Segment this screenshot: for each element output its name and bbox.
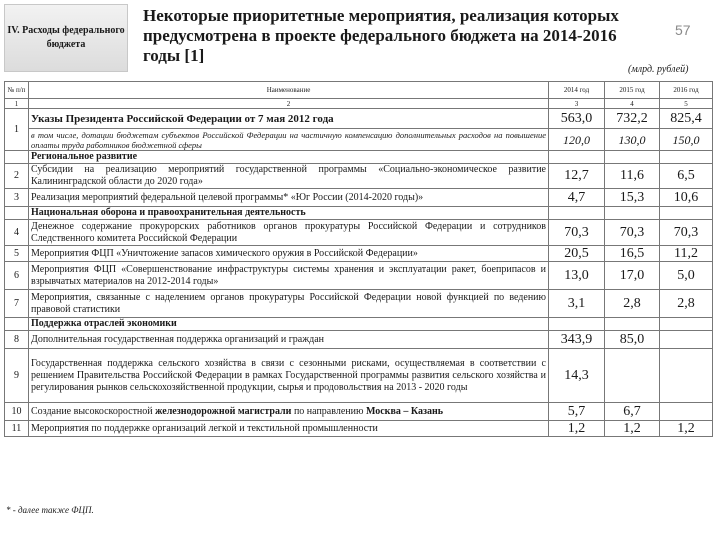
cell-2014 [549, 318, 605, 331]
row-num: 4 [5, 220, 29, 246]
cell-2016 [660, 403, 713, 421]
section-title: Национальная оборона и правоохранительная деятельность [29, 207, 549, 220]
cell-2015: 2,8 [605, 290, 660, 318]
section-label: IV. Расходы федерального бюджета [7, 25, 125, 50]
table-row [5, 290, 713, 318]
row-name: Реализация мероприятий федеральной целевой программы* «Юг России (2014-2020 годы)» [29, 189, 549, 207]
row-name: Мероприятия ФЦП «Уничтожение запасов химического оружия в Российской Федерации» [29, 246, 549, 262]
cell-2015: 16,5 [605, 246, 660, 262]
index-3: 3 [549, 99, 605, 109]
row-num [5, 207, 29, 220]
slide-title: Некоторые приоритетные мероприятия, реализация которых предусмотрена в проекте федерального бюджета на 2014-2016 годы [1] [143, 6, 619, 65]
footnote: * - далее также ФЦП. [6, 505, 94, 515]
cell-2015: 1,2 [605, 421, 660, 437]
cell-2015: 6,7 [605, 403, 660, 421]
cell-2015: 15,3 [605, 189, 660, 207]
header-2015: 2015 год [605, 82, 660, 99]
row-name: Субсидии на реализацию мероприятий государственной программы «Социально-экономическое развитие Калининградской области до 2020 года» [29, 164, 549, 189]
cell-2014: 1,2 [549, 421, 605, 437]
table-row [5, 220, 713, 246]
section-row [5, 151, 713, 164]
cell-2016: 6,5 [660, 164, 713, 189]
unit-label: (млрд. рублей) [628, 64, 689, 75]
row-num: 11 [5, 421, 29, 437]
cell-2014: 120,0 [549, 129, 605, 151]
cell-2014 [549, 151, 605, 164]
cell-2014: 14,3 [549, 349, 605, 403]
cell-2015: 732,2 [605, 109, 660, 129]
row-num: 7 [5, 290, 29, 318]
header-2016: 2016 год [660, 82, 713, 99]
row-name: Мероприятия по поддержке организаций легкой и текстильной промышленности [29, 421, 549, 437]
section-title: Региональное развитие [29, 151, 549, 164]
cell-2014: 12,7 [549, 164, 605, 189]
row-num: 8 [5, 331, 29, 349]
name-part: Создание высокоскоростной [31, 405, 156, 417]
cell-2016: 10,6 [660, 189, 713, 207]
row-num: 9 [5, 349, 29, 403]
row-num: 3 [5, 189, 29, 207]
row-num: 6 [5, 262, 29, 290]
cell-2016: 5,0 [660, 262, 713, 290]
cell-2014: 70,3 [549, 220, 605, 246]
index-1: 1 [5, 99, 29, 109]
cell-2016 [660, 331, 713, 349]
cell-2016 [660, 349, 713, 403]
table-row [5, 129, 713, 151]
index-5: 5 [660, 99, 713, 109]
index-2: 2 [29, 99, 549, 109]
row-name: Денежное содержание прокурорских работников органов прокуратуры Российской Федерации и сотрудников Следственного комитета Российской Федерации [29, 220, 549, 246]
row-num: 2 [5, 164, 29, 189]
table-index-row [5, 99, 713, 109]
section-row [5, 207, 713, 220]
page-number: 57 [675, 22, 691, 38]
row-name: Дополнительная государственная поддержка организаций и граждан [29, 331, 549, 349]
table-row [5, 331, 713, 349]
cell-2016 [660, 318, 713, 331]
row-name [29, 403, 549, 421]
table-row [5, 349, 713, 403]
cell-2016: 2,8 [660, 290, 713, 318]
budget-table [4, 81, 713, 437]
cell-2016: 1,2 [660, 421, 713, 437]
row-name: Государственная поддержка сельского хозяйства в связи с сезонными рисками, осуществляемая в соответствии с решением Правительства Российской Федерации в рамках Государственной программы развития сельского хозяйства и регулирования рынков сельскохозяйственной продукции, сырья и продовольствия на 2013 - 2020 годы [29, 349, 549, 403]
row-num: 5 [5, 246, 29, 262]
table-row [5, 421, 713, 437]
cell-2015: 130,0 [605, 129, 660, 151]
cell-2014 [549, 207, 605, 220]
index-4: 4 [605, 99, 660, 109]
table-row [5, 109, 713, 129]
cell-2015 [605, 318, 660, 331]
cell-2015: 85,0 [605, 331, 660, 349]
cell-2014: 20,5 [549, 246, 605, 262]
table-row [5, 189, 713, 207]
cell-2014: 343,9 [549, 331, 605, 349]
cell-2016: 825,4 [660, 109, 713, 129]
table-row [5, 164, 713, 189]
row-num [5, 318, 29, 331]
row-name: Мероприятия, связанные с наделением органов прокуратуры Российской Федерации новой функцией по ведению правовой статистики [29, 290, 549, 318]
cell-2016 [660, 151, 713, 164]
row-num: 1 [5, 109, 29, 151]
table-header-row [5, 82, 713, 99]
cell-2014: 4,7 [549, 189, 605, 207]
cell-2015 [605, 207, 660, 220]
cell-2016: 70,3 [660, 220, 713, 246]
section-row [5, 318, 713, 331]
name-bold-part: железнодорожной магистрали [155, 405, 292, 417]
cell-2016: 150,0 [660, 129, 713, 151]
row-name: Указы Президента Российской Федерации от 7 мая 2012 года [29, 109, 549, 129]
cell-2014: 13,0 [549, 262, 605, 290]
cell-2015 [605, 349, 660, 403]
cell-2016: 11,2 [660, 246, 713, 262]
section-label-box [4, 4, 128, 72]
row-num [5, 151, 29, 164]
name-part: по направлению [291, 405, 366, 417]
section-title: Поддержка отраслей экономики [29, 318, 549, 331]
table-row [5, 246, 713, 262]
name-bold-part: Москва – Казань [365, 405, 444, 417]
cell-2015: 70,3 [605, 220, 660, 246]
header-name: Наименование [29, 82, 549, 99]
row-num: 10 [5, 403, 29, 421]
cell-2015: 11,6 [605, 164, 660, 189]
header-2014: 2014 год [549, 82, 605, 99]
cell-2016 [660, 207, 713, 220]
row-name: Мероприятия ФЦП «Совершенствование инфраструктуры системы хранения и эксплуатации ракет, боеприпасов и взрывчатых материалов на 2012-2014 годы» [29, 262, 549, 290]
cell-2014: 5,7 [549, 403, 605, 421]
table-row [5, 403, 713, 421]
table-row [5, 262, 713, 290]
header-num: № п/п [5, 82, 29, 99]
cell-2015: 17,0 [605, 262, 660, 290]
row-name: в том числе, дотации бюджетам субъектов Российской Федерации на частичную компенсацию дополнительных расходов на повышение оплаты труда работников бюджетной сферы [29, 129, 549, 151]
cell-2014: 3,1 [549, 290, 605, 318]
cell-2014: 563,0 [549, 109, 605, 129]
cell-2015 [605, 151, 660, 164]
